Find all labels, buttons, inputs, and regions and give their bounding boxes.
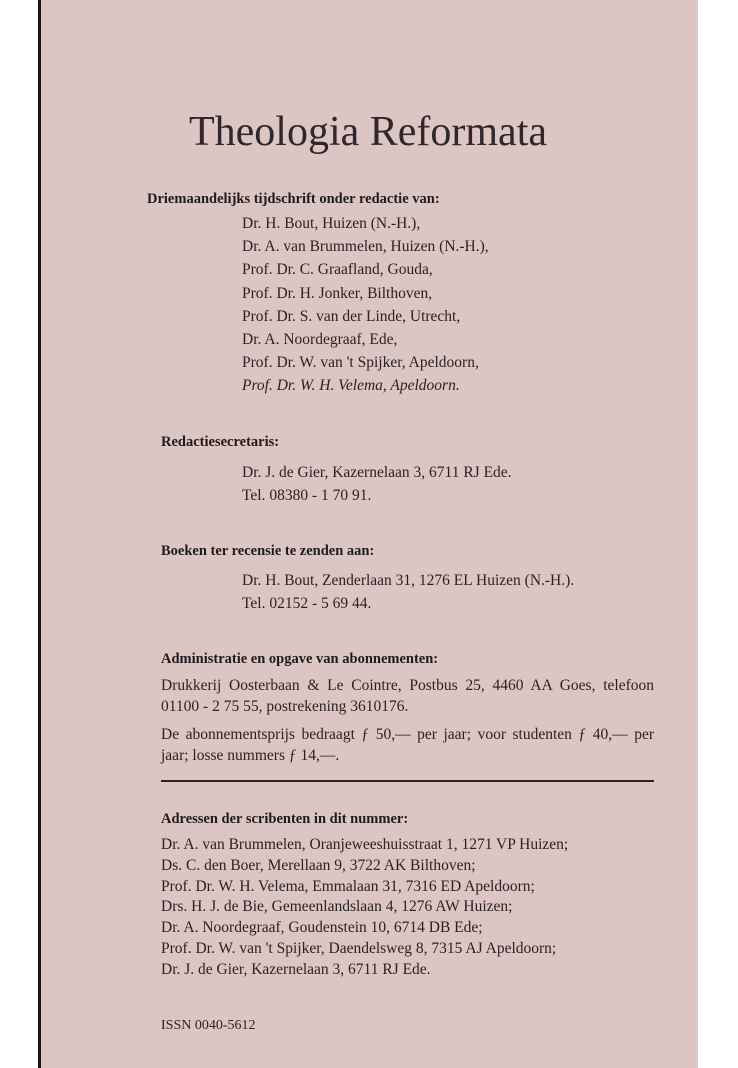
editor-name: Prof. Dr. S. van der Linde, Utrecht,: [242, 307, 461, 325]
editor-name: Dr. A. Noordegraaf, Ede,: [242, 331, 398, 349]
author-address: Dr. A. Noordegraaf, Goudenstein 10, 6714 DB Ede;: [161, 919, 483, 937]
administration-address: Drukkerij Oosterbaan & Le Cointre, Postbus 25, 4460 AA Goes, telefoon 01100 - 2 75 55, postrekening 3610176.: [161, 677, 654, 715]
journal-page: [38, 0, 698, 1068]
review-books-line: Dr. H. Bout, Zenderlaan 31, 1276 EL Huizen (N.-H.).: [242, 572, 575, 589]
editor-name: Prof. Dr. W. van 't Spijker, Apeldoorn,: [242, 354, 479, 372]
secretaries-label: Redactiesecretaris:: [161, 434, 280, 450]
issn-number: ISSN 0040-5612: [161, 1018, 256, 1033]
editor-name: Prof. Dr. C. Graafland, Gouda,: [242, 261, 433, 279]
author-address: Drs. H. J. de Bie, Gemeenlandslaan 4, 1276 AW Huizen;: [161, 898, 513, 916]
editor-name: Dr. A. van Brummelen, Huizen (N.-H.),: [242, 238, 489, 256]
editor-name: Prof. Dr. W. H. Velema, Apeldoorn.: [242, 377, 460, 395]
editors-list: [242, 212, 489, 398]
authors-label: Adressen der scribenten in dit nummer:: [161, 811, 409, 827]
author-address: Prof. Dr. W. H. Velema, Emmalaan 31, 7316 ED Apeldoorn;: [161, 877, 535, 895]
editor-name: Dr. H. Bout, Huizen (N.-H.),: [242, 215, 421, 232]
author-address: Dr. A. van Brummelen, Oranjeweeshuisstraat 1, 1271 VP Huizen;: [161, 836, 569, 853]
section-divider: [161, 780, 654, 782]
secretary-line: Dr. J. de Gier, Kazernelaan 3, 6711 RJ Ede.: [242, 464, 512, 481]
administration-label: Administratie en opgave van abonnementen:: [161, 651, 439, 667]
author-address: Prof. Dr. W. van 't Spijker, Daendelsweg 8, 7315 AJ Apeldoorn;: [161, 939, 557, 957]
review-books-line: Tel. 02152 - 5 69 44.: [242, 595, 372, 613]
author-address: Dr. J. de Gier, Kazernelaan 3, 6711 RJ Ede.: [161, 960, 431, 978]
editor-name: Prof. Dr. H. Jonker, Bilthoven,: [242, 284, 433, 302]
author-address: Ds. C. den Boer, Merellaan 9, 3722 AK Bilthoven;: [161, 856, 476, 874]
review-books-label: Boeken ter recensie te zenden aan:: [161, 543, 375, 559]
authors-list: [161, 835, 568, 981]
secretary-line: Tel. 08380 - 1 70 91.: [242, 487, 372, 505]
journal-title: Theologia Reformata: [188, 109, 548, 155]
review-books-list: [242, 569, 574, 615]
secretaries-list: [242, 461, 512, 507]
editors-label: Driemaandelijks tijdschrift onder redactie van:: [147, 191, 440, 207]
subscription-price: De abonnementsprijs bedraagt ƒ 50,— per jaar; voor studenten ƒ 40,— per jaar; losse nummers ƒ 14,—.: [161, 726, 654, 764]
